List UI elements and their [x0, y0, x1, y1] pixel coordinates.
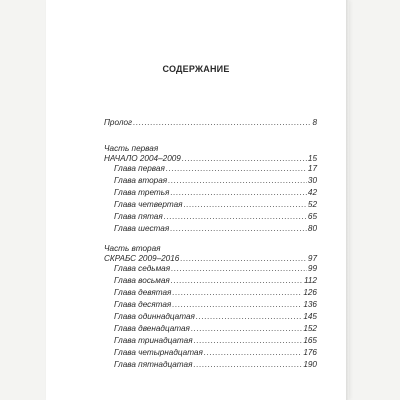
dot-leader — [204, 348, 302, 358]
entry-label: Глава одиннадцатая — [114, 312, 195, 321]
entry-label: Глава девятая — [114, 288, 172, 297]
entry-label: НАЧАЛО 2004–2009 — [104, 154, 181, 163]
entry-page-number: 190 — [303, 360, 317, 369]
toc-entry-section-1 — [104, 154, 317, 164]
entry-page-number: 42 — [307, 188, 317, 197]
entry-page-number: 97 — [307, 254, 317, 263]
entry-label: Глава десятая — [114, 300, 172, 309]
entry-page-number: 15 — [307, 154, 317, 163]
toc-entry-chapter — [114, 312, 317, 322]
dot-leader — [170, 224, 307, 234]
toc-entry-chapter — [114, 288, 317, 298]
entry-page-number: 112 — [303, 276, 317, 285]
entry-label: Глава двенадцатая — [114, 324, 190, 333]
entry-page-number: 65 — [307, 212, 317, 221]
dot-leader — [168, 176, 307, 186]
entry-label: Глава тринадцатая — [114, 336, 193, 345]
entry-page-number: 136 — [303, 300, 317, 309]
toc-entry-section-2 — [104, 254, 317, 264]
toc-entry-chapter — [114, 188, 317, 198]
page-title: СОДЕРЖАНИЕ — [162, 64, 230, 74]
dot-leader — [193, 360, 302, 370]
toc-entry-chapter — [114, 200, 317, 210]
toc-entry-chapter — [114, 164, 317, 174]
entry-page-number: 17 — [307, 164, 317, 173]
entry-page-number: 52 — [307, 200, 317, 209]
dot-leader — [191, 324, 302, 334]
entry-page-number: 145 — [303, 312, 317, 321]
dot-leader — [164, 212, 307, 222]
page-edge-shadow — [346, 0, 349, 400]
dot-leader — [166, 164, 307, 174]
entry-label: Глава седьмая — [114, 264, 171, 273]
toc-entry-prologue — [104, 118, 317, 128]
entry-label: Глава первая — [114, 164, 165, 173]
entry-label: Глава пятая — [114, 212, 163, 221]
dot-leader — [171, 276, 303, 286]
dot-leader — [196, 312, 302, 322]
toc-entry-chapter — [114, 300, 317, 310]
toc-entry-chapter — [114, 176, 317, 186]
toc-entry-chapter — [114, 336, 317, 346]
dot-leader — [171, 264, 307, 274]
dot-leader — [172, 300, 302, 310]
entry-label: Глава пятнадцатая — [114, 360, 193, 369]
toc-entry-chapter — [114, 224, 317, 234]
toc-entry-chapter — [114, 348, 317, 358]
entry-label: СКРАБС 2009–2016 — [104, 254, 180, 263]
dot-leader — [170, 188, 306, 198]
toc-entry-chapter — [114, 212, 317, 222]
entry-label: Глава третья — [114, 188, 170, 197]
entry-label: Глава четырнадцатая — [114, 348, 203, 357]
entry-label: Пролог — [104, 118, 133, 127]
toc-entry-chapter — [114, 360, 317, 370]
part-heading-1: Часть первая — [104, 144, 159, 153]
entry-page-number: 126 — [303, 288, 317, 297]
dot-leader — [184, 200, 307, 210]
table-of-contents — [46, 0, 346, 400]
dot-leader — [172, 288, 302, 298]
entry-page-number: 99 — [307, 264, 317, 273]
entry-label: Глава четвертая — [114, 200, 183, 209]
book-page — [46, 0, 346, 400]
entry-page-number: 30 — [307, 176, 317, 185]
entry-page-number: 80 — [307, 224, 317, 233]
dot-leader — [194, 336, 303, 346]
entry-page-number: 8 — [312, 118, 317, 127]
entry-page-number: 152 — [303, 324, 317, 333]
dot-leader — [182, 154, 307, 164]
toc-entry-chapter — [114, 276, 317, 286]
toc-entry-chapter — [114, 264, 317, 274]
part-heading-2: Часть вторая — [104, 244, 161, 253]
entry-page-number: 176 — [303, 348, 317, 357]
entry-label: Глава шестая — [114, 224, 170, 233]
entry-page-number: 165 — [303, 336, 317, 345]
dot-leader — [133, 118, 311, 128]
dot-leader — [180, 254, 307, 264]
entry-label: Глава восьмая — [114, 276, 170, 285]
entry-label: Глава вторая — [114, 176, 168, 185]
toc-entry-chapter — [114, 324, 317, 334]
